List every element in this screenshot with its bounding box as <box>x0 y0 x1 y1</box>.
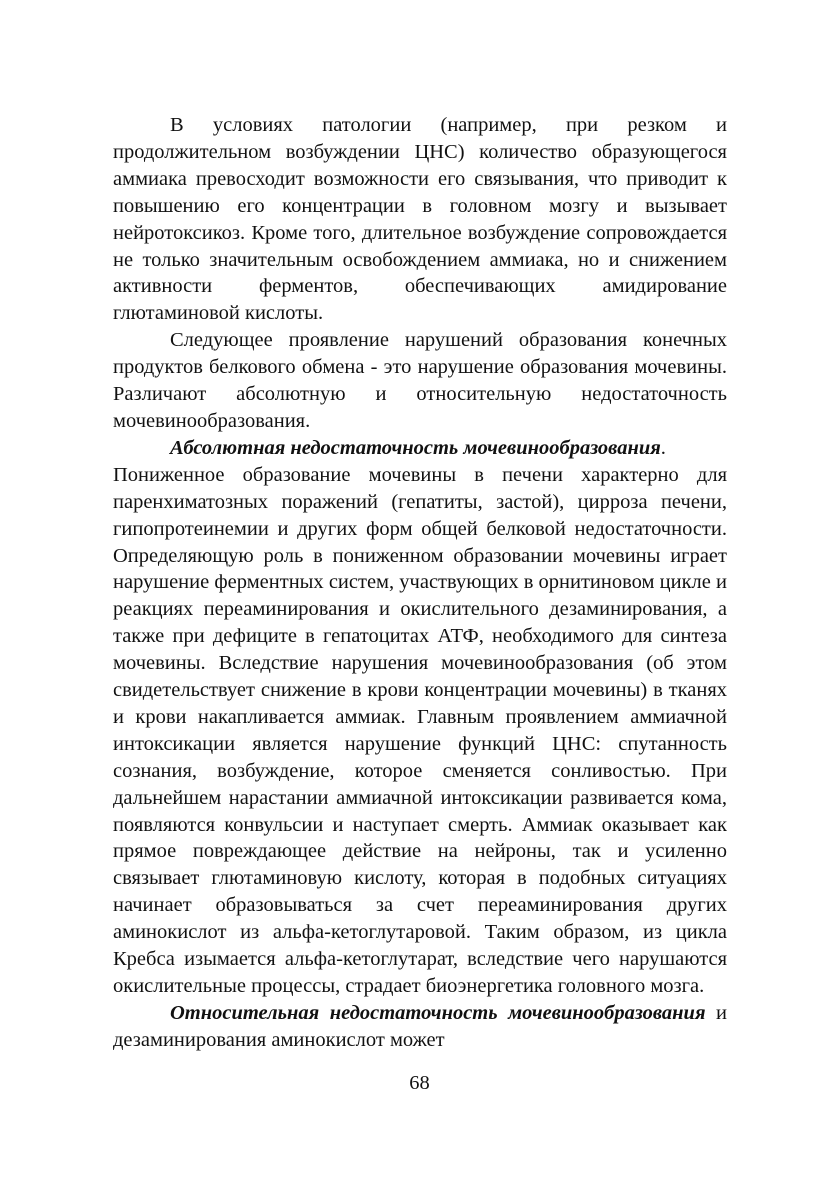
document-page <box>113 112 727 1112</box>
heading-absolute-punct: . <box>660 436 666 459</box>
paragraph-urea-formation: Следующее проявление нарушений образования конечных продуктов белкового обмена - это нарушение образования мочевины. Различают абсолютную и относительную недостаточность мочевинообразования. <box>113 329 727 432</box>
page-number: 68 <box>409 1072 430 1094</box>
paragraph-pathology: В условиях патологии (например, при резком и продолжительном возбуждении ЦНС) количество образующегося аммиака превосходит возможности его связывания, что приводит к повышению его концентрации в головном мозгу и вызывает нейротоксикоз. Кроме того, длительное возбуждение сопровождается не только значительным освобождением аммиака, но и снижением активности ферментов, обеспечивающих амидирование глютаминовой кислоты. <box>113 114 727 325</box>
heading-relative-insufficiency: Относительная недостаточность мочевинообразования <box>170 1001 706 1024</box>
paragraph-relative <box>113 1000 727 1054</box>
heading-absolute-insufficiency: Абсолютная недостаточность мочевинообразования <box>170 436 661 459</box>
paragraph-absolute-heading <box>113 435 727 462</box>
paragraph-absolute-body: Пониженное образование мочевины в печени характерно для паренхиматозных поражений (гепатиты, застой), цирроза печени, гипопротеинемии и других форм общей белковой недостаточности. Определяющую роль в пониженном образовании мочевины играет нарушение ферментных систем, участвующих в орнитиновом цикле и реакциях переаминирования и окислительного дезаминирования, а также при дефиците в гепатоцитах АТФ, необходимого для синтеза мочевины. Вследствие нарушения мочевинообразования (об этом свидетельствует снижение в крови концентрации мочевины) в тканях и крови накапливается аммиак. Главным проявлением аммиачной интоксикации является нарушение функций ЦНС: спутанность сознания, возбуждение, которое сменяется сонливостью. При дальнейшем нарастании аммиачной интоксикации развивается кома, появляются конвульсии и наступает смерть. Аммиак оказывает как прямое повреждающее действие на нейроны, так и усиленно связывает глютаминовую кислоту, которая в подобных ситуациях начинает образовываться за счет переаминирования других аминокислот из альфа-кетоглутаровой. Таким образом, из цикла Кребса изымается альфа-кетоглутарат, вследствие чего нарушаются окислительные процессы, страдает биоэнергетика головного мозга. <box>113 463 727 997</box>
paragraph-relative-text: и дезаминирования аминокислот может <box>113 1001 727 1051</box>
